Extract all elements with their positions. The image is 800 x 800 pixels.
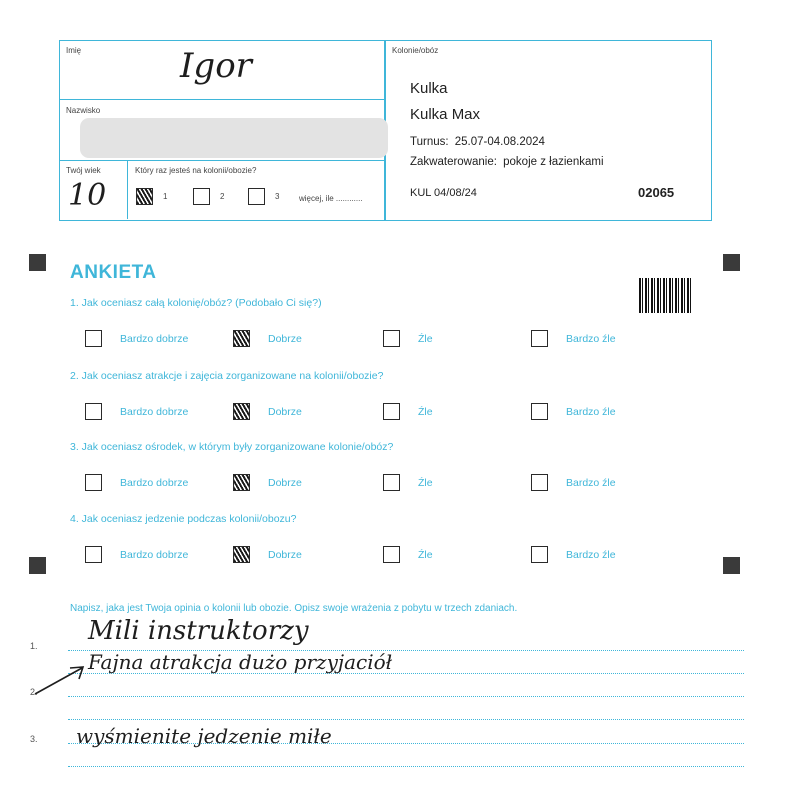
camp-name: Kulka (410, 80, 448, 97)
registration-marker-top-right (723, 254, 740, 271)
imie-label: Imię (66, 46, 82, 55)
handwritten-answer-2: Fajna atrakcja dużo przyjaciół (88, 650, 393, 674)
q3-checkbox-zle[interactable] (383, 474, 400, 491)
ktory-raz-label: Który raz jesteś na kolonii/obozie? (135, 166, 257, 175)
barcode (639, 278, 691, 313)
registration-marker-mid-left (29, 557, 46, 574)
opinion-prompt: Napisz, jaka jest Twoja opinia o kolonii lub obozie. Opisz swoje wrażenia z pobytu w trzech zdaniach. (70, 603, 518, 614)
turnus-value: 25.07-04.08.2024 (454, 136, 545, 148)
q4-option-bardzo-zle[interactable]: Bardzo źle (531, 546, 616, 563)
q2-checkbox-bardzo-zle[interactable] (531, 403, 548, 420)
answer-line[interactable] (68, 766, 744, 767)
camp-code: KUL 04/08/24 (410, 187, 477, 199)
q4-option-bardzo-dobrze[interactable]: Bardzo dobrze (85, 546, 188, 563)
divider-age (127, 160, 128, 219)
wiek-handwritten: 10 (68, 178, 107, 213)
question-2: 2. Jak oceniasz atrakcje i zajęcia zorganizowane na kolonii/obozie? (70, 370, 384, 382)
turnus-label: Turnus: (410, 136, 449, 148)
q4-option-zle[interactable]: Źle (383, 546, 433, 563)
handwritten-answer-3: wyśmienite jedzenie miłe (76, 724, 332, 748)
turnus-row (410, 136, 545, 148)
question-4: 4. Jak oceniasz jedzenie podczas kolonii/obozu? (70, 513, 297, 525)
q2-checkbox-dobrze[interactable] (233, 403, 250, 420)
q4-checkbox-bardzo-zle[interactable] (531, 546, 548, 563)
answer-line[interactable] (68, 719, 744, 720)
handwritten-answer-1: Mili instruktorzy (88, 616, 309, 646)
q2-checkbox-bardzo-dobrze[interactable] (85, 403, 102, 420)
q3-option-zle[interactable]: Źle (383, 474, 433, 491)
q2-option-dobrze[interactable]: Dobrze (233, 403, 302, 420)
registration-marker-top-left (29, 254, 46, 271)
nazwisko-label: Nazwisko (66, 106, 101, 115)
ktory-raz-checkbox-2[interactable] (193, 188, 210, 205)
q2-option-bardzo-zle[interactable]: Bardzo źle (531, 403, 616, 420)
q2-option-bardzo-dobrze[interactable]: Bardzo dobrze (85, 403, 188, 420)
q4-checkbox-zle[interactable] (383, 546, 400, 563)
question-1: 1. Jak oceniasz całą kolonię/obóz? (Podobało Ci się?) (70, 297, 322, 309)
camp-full-name: Kulka Max (410, 106, 481, 123)
q4-checkbox-bardzo-dobrze[interactable] (85, 546, 102, 563)
q1-checkbox-zle[interactable] (383, 330, 400, 347)
zakwaterowanie-label: Zakwaterowanie: (410, 156, 497, 168)
q1-option-bardzo-zle[interactable]: Bardzo źle (531, 330, 616, 347)
q3-option-bardzo-dobrze[interactable]: Bardzo dobrze (85, 474, 188, 491)
q3-option-dobrze[interactable]: Dobrze (233, 474, 302, 491)
question-3: 3. Jak oceniasz ośrodek, w którym były zorganizowane kolonie/obóz? (70, 441, 394, 453)
form-number: 02065 (638, 185, 675, 200)
wiek-label: Twój wiek (66, 166, 101, 175)
q4-checkbox-dobrze[interactable] (233, 546, 250, 563)
q1-checkbox-bardzo-dobrze[interactable] (85, 330, 102, 347)
imie-handwritten: Igor (180, 46, 252, 86)
line-number-1: 1. (30, 641, 38, 651)
ktory-raz-checkbox-1[interactable] (136, 188, 153, 205)
wiecej-label: więcej, ile ............ (299, 194, 363, 203)
line-number-2: 2. (30, 687, 38, 697)
ktory-raz-option-1[interactable]: 1 (136, 188, 167, 205)
q1-checkbox-dobrze[interactable] (233, 330, 250, 347)
line-number-3: 3. (30, 734, 38, 744)
kolonie-label: Kolonie/obóz (392, 46, 439, 55)
ktory-raz-checkbox-3[interactable] (248, 188, 265, 205)
divider-surname (59, 160, 385, 161)
registration-marker-mid-right (723, 557, 740, 574)
q3-checkbox-dobrze[interactable] (233, 474, 250, 491)
q4-option-dobrze[interactable]: Dobrze (233, 546, 302, 563)
q1-checkbox-bardzo-zle[interactable] (531, 330, 548, 347)
redacted-surname (80, 118, 388, 158)
q1-option-dobrze[interactable]: Dobrze (233, 330, 302, 347)
divider-name (59, 99, 385, 100)
q3-checkbox-bardzo-zle[interactable] (531, 474, 548, 491)
answer-line[interactable] (68, 696, 744, 697)
survey-title: ANKIETA (70, 262, 157, 283)
zakwaterowanie-value: pokoje z łazienkami (503, 156, 604, 168)
ktory-raz-option-2[interactable]: 2 (193, 188, 224, 205)
q2-checkbox-zle[interactable] (383, 403, 400, 420)
zakwaterowanie-row (410, 156, 604, 168)
ktory-raz-option-3[interactable]: 3 (248, 188, 279, 205)
q3-checkbox-bardzo-dobrze[interactable] (85, 474, 102, 491)
handwritten-arrow (30, 660, 90, 700)
q1-option-zle[interactable]: Źle (383, 330, 433, 347)
q3-option-bardzo-zle[interactable]: Bardzo źle (531, 474, 616, 491)
q1-option-bardzo-dobrze[interactable]: Bardzo dobrze (85, 330, 188, 347)
q2-option-zle[interactable]: Źle (383, 403, 433, 420)
